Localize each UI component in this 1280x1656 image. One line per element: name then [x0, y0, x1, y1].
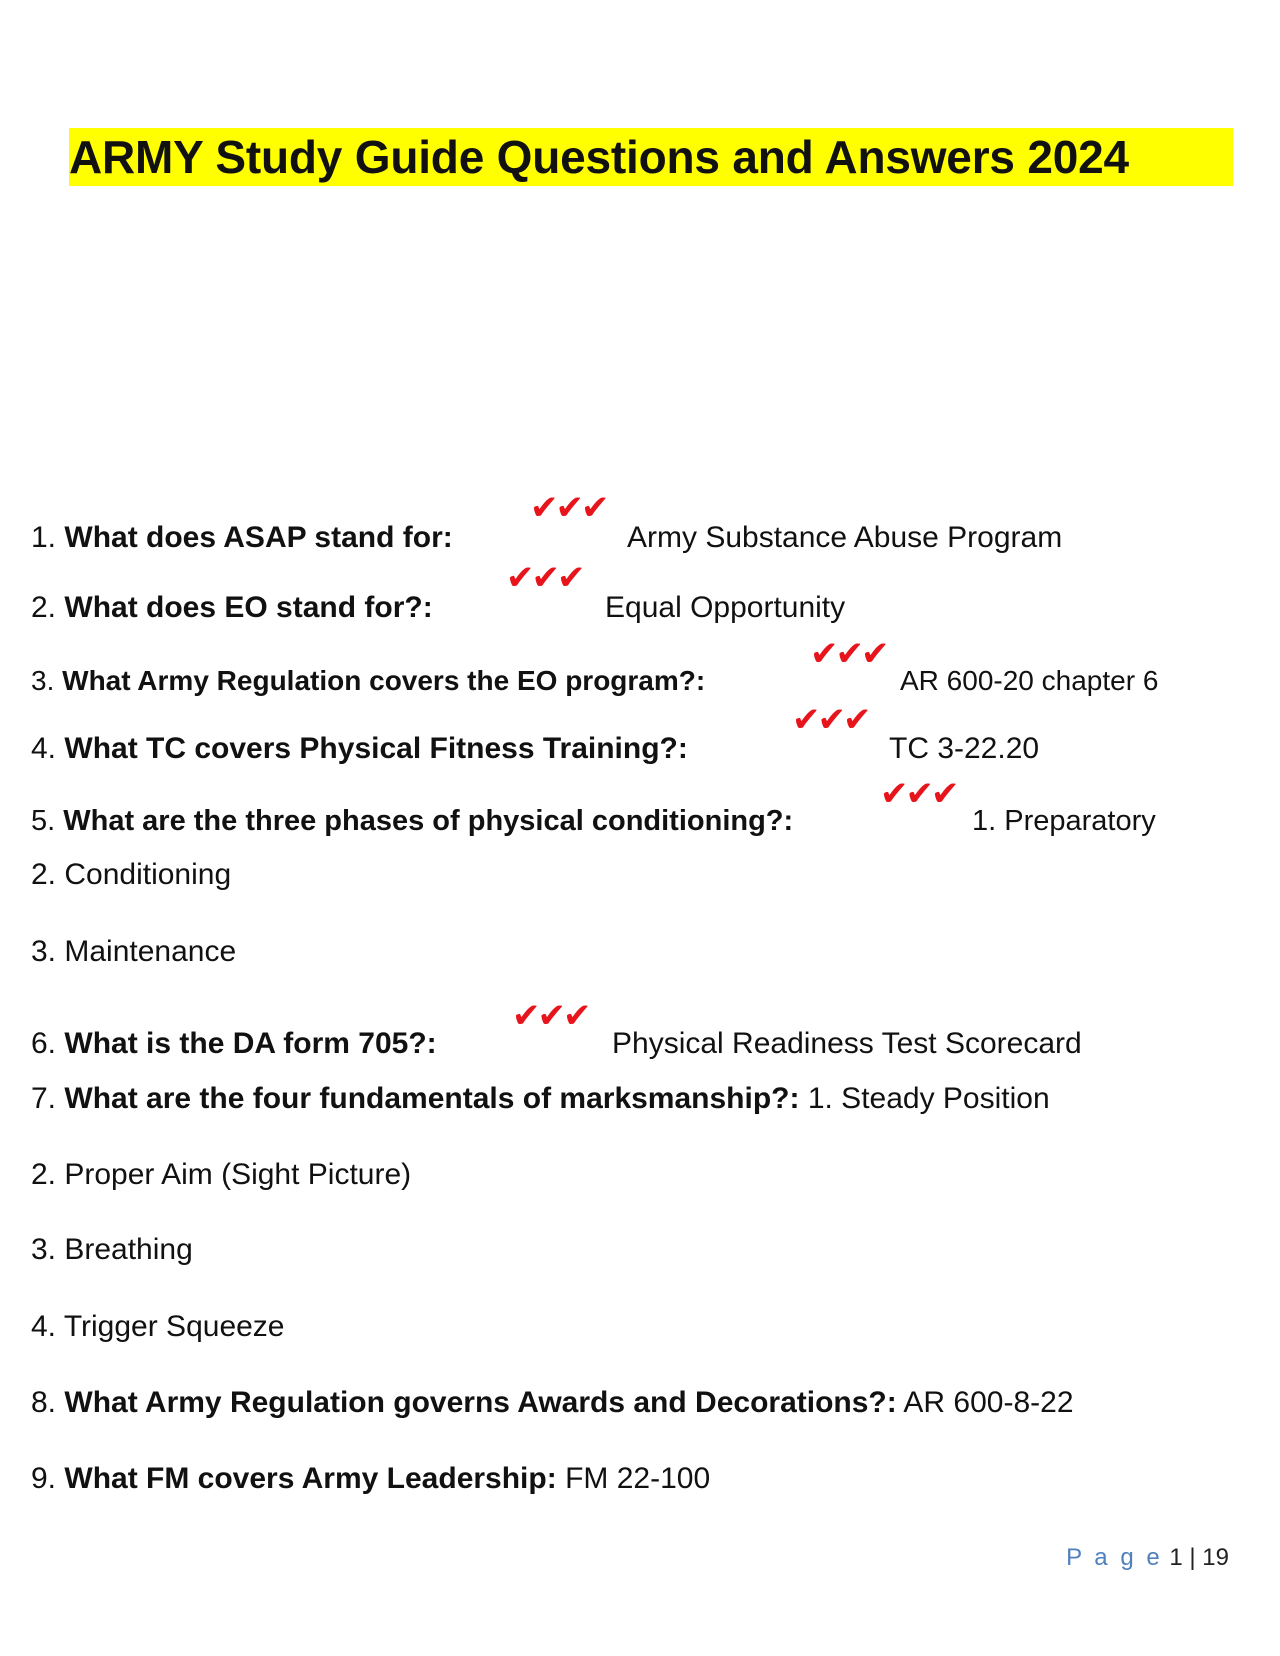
checkmark-icon: ✔✔✔	[512, 996, 589, 1036]
question-4	[31, 731, 688, 767]
question-text: What does EO stand for?:	[64, 591, 433, 624]
checkmark-icon: ✔✔✔	[530, 488, 607, 528]
checkmark-icon: ✔✔✔	[506, 558, 583, 598]
answer-text: 1. Steady Position	[807, 1082, 1050, 1115]
page-separator: |	[1189, 1544, 1196, 1571]
question-text: What FM covers Army Leadership:	[64, 1462, 557, 1495]
question-number: 3.	[31, 665, 55, 696]
question-number: 1.	[31, 521, 57, 554]
question-2	[31, 590, 433, 626]
question-8	[31, 1385, 1074, 1421]
question-6	[31, 1026, 437, 1062]
answer-continuation: 2. Conditioning	[31, 858, 232, 891]
question-text: What are the four fundamentals of marksmanship?:	[64, 1082, 800, 1115]
answer-text: TC 3-22.20	[889, 732, 1040, 765]
question-number: 9.	[31, 1462, 57, 1495]
answer-text: AR 600-20 chapter 6	[900, 665, 1159, 696]
question-7	[31, 1081, 1050, 1117]
answer-continuation: 3. Maintenance	[31, 935, 237, 968]
question-number: 4.	[31, 732, 57, 765]
question-text: What does ASAP stand for:	[64, 521, 453, 554]
answer-text: Equal Opportunity	[605, 591, 846, 624]
question-text: What Army Regulation governs Awards and Decorations?:	[64, 1386, 897, 1419]
answer-continuation: 4. Trigger Squeeze	[31, 1310, 285, 1343]
page-title: ARMY Study Guide Questions and Answers 2024	[69, 128, 1233, 186]
question-number: 6.	[31, 1027, 57, 1060]
question-9	[31, 1461, 710, 1497]
answer-text: Physical Readiness Test Scorecard	[612, 1027, 1082, 1060]
page-footer	[1066, 1544, 1229, 1572]
question-text: What TC covers Physical Fitness Training?:	[64, 732, 688, 765]
checkmark-icon: ✔✔✔	[810, 634, 887, 674]
page-number: 1	[1169, 1544, 1183, 1571]
answer-text: FM 22-100	[565, 1462, 711, 1495]
question-number: 8.	[31, 1386, 57, 1419]
question-text: What are the three phases of physical conditioning?:	[63, 805, 794, 837]
answer-continuation: 2. Proper Aim (Sight Picture)	[31, 1158, 412, 1191]
answer-text: Army Substance Abuse Program	[627, 521, 1063, 554]
answer-continuation: 3. Breathing	[31, 1233, 193, 1266]
page-label: P a g e	[1066, 1544, 1163, 1571]
checkmark-icon: ✔✔✔	[792, 700, 869, 740]
page-total: 19	[1202, 1544, 1229, 1571]
checkmark-icon: ✔✔✔	[880, 774, 957, 814]
question-1	[31, 520, 453, 556]
question-text: What Army Regulation covers the EO program?:	[62, 665, 706, 696]
question-3	[31, 663, 705, 699]
question-number: 5.	[31, 805, 56, 837]
answer-text: AR 600-8-22	[903, 1386, 1074, 1419]
question-5	[31, 803, 793, 839]
answer-text: 1. Preparatory	[972, 805, 1156, 837]
question-text: What is the DA form 705?:	[64, 1027, 437, 1060]
question-number: 7.	[31, 1082, 57, 1115]
question-number: 2.	[31, 591, 57, 624]
